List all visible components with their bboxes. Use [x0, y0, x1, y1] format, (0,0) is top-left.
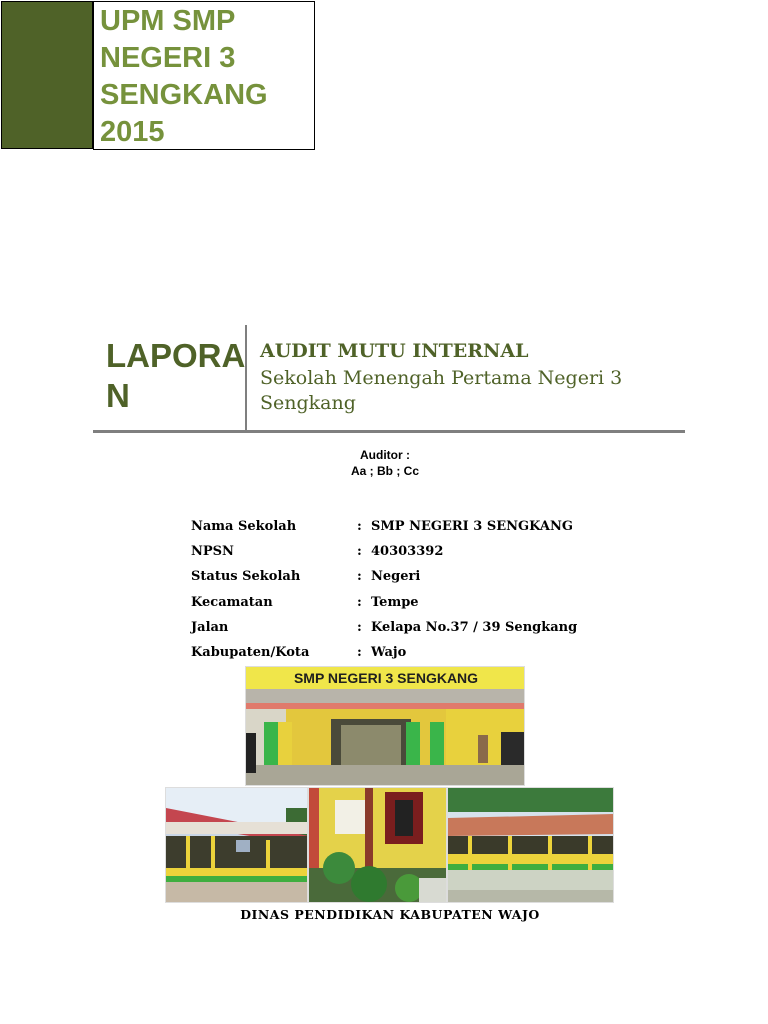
info-colon: :	[357, 569, 362, 585]
footer-department: DINAS PENDIDIKAN KABUPATEN WAJO	[240, 907, 540, 922]
info-row-kecamatan	[191, 595, 577, 620]
info-value: Negeri	[371, 569, 421, 585]
report-word: LAPORA N	[106, 337, 246, 414]
school-sign-text: SMP NEGERI 3 SENGKANG	[293, 670, 479, 686]
school-window-photo	[308, 787, 447, 903]
info-label: NPSN	[191, 544, 234, 560]
info-colon: :	[357, 519, 362, 534]
school-building-photo-left	[165, 787, 308, 903]
info-colon: :	[357, 594, 362, 610]
report-subheading: Sekolah Menengah Pertama Negeri 3 Sengkang	[260, 367, 623, 414]
header-title: UPM SMP NEGERI 3 SENGKANG 2015	[100, 5, 268, 148]
info-value: Tempe	[371, 594, 419, 610]
info-row-status-sekolah	[191, 569, 577, 594]
info-label: Jalan	[191, 619, 229, 635]
school-gate-photo	[245, 666, 525, 786]
school-info-table	[191, 519, 577, 670]
vertical-divider	[245, 325, 247, 431]
info-value: 40303392	[371, 544, 444, 560]
info-row-npsn	[191, 544, 577, 569]
info-value: Kelapa No.37 / 39 Sengkang	[371, 619, 578, 635]
auditor-label: Auditor :	[360, 448, 410, 462]
info-label: Kabupaten/Kota	[191, 644, 310, 660]
info-row-nama-sekolah	[191, 519, 577, 544]
auditor-block	[270, 447, 500, 479]
header-green-block	[1, 1, 93, 149]
info-label: Nama Sekolah	[191, 519, 297, 534]
info-colon: :	[357, 619, 362, 635]
auditor-names: Aa ; Bb ; Cc	[350, 464, 419, 478]
info-label: Status Sekolah	[191, 569, 301, 585]
info-value: SMP NEGERI 3 SENGKANG	[371, 519, 573, 534]
info-colon: :	[357, 644, 362, 660]
report-heading: AUDIT MUTU INTERNAL	[260, 340, 529, 362]
info-label: Kecamatan	[191, 594, 273, 610]
info-colon: :	[357, 544, 362, 560]
school-classroom-photo	[447, 787, 614, 903]
info-row-jalan	[191, 620, 577, 645]
horizontal-divider	[93, 430, 685, 433]
info-value: Wajo	[371, 644, 407, 660]
